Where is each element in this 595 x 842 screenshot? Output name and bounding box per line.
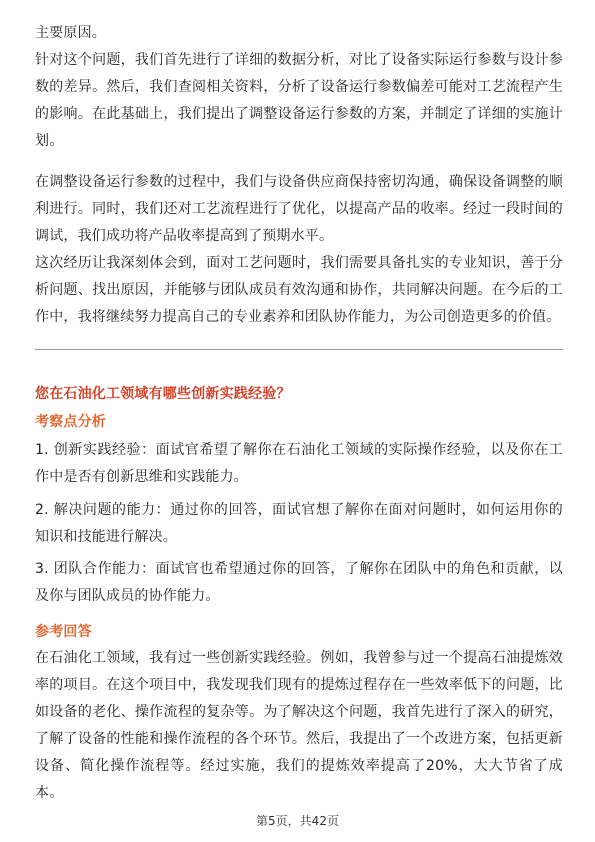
paragraph-analysis-steps: 针对这个问题，我们首先进行了详细的数据分析，对比了设备实际运行参数与设计参数的差异。然后，我们查阅相关资料，分析了设备运行参数偏差可能对工艺流程产生的影响。在此基础上，我们提出了调整设备运行参数的方案，并制定了详细的实施计划。 — [35, 52, 563, 149]
paragraph-reflection: 这次经历让我深刻体会到，面对工艺问题时，我们需要具备扎实的专业知识，善于分析问题、找出原因，并能够与团队成员有效沟通和协作，共同解决问题。在今后的工作中，我将继续努力提高自己的专业素养和团队协作能力，为公司创造更多的价值。 — [35, 255, 563, 325]
analysis-point-3: 3. 团队合作能力：面试官也希望通过你的回答，了解你在团队中的角色和贡献，以及你与团队成员的协作能力。 — [35, 561, 563, 604]
analysis-point-1: 1. 创新实践经验：面试官希望了解你在石油化工领域的实际操作经验，以及你在工作中是否有创新思维和实践能力。 — [35, 442, 563, 485]
analysis-section-title: 考察点分析 — [35, 414, 106, 430]
analysis-point-2: 2. 解决问题的能力：通过你的回答，面试官想了解你在面对问题时，如何运用你的知识和技能进行解决。 — [35, 502, 563, 545]
question-heading: 您在石油化工领域有哪些创新实践经验？ — [35, 386, 291, 402]
reference-answer-text: 在石油化工领域，我有过一些创新实践经验。例如，我曾参与过一个提高石油提炼效率的项目。在这个项目中，我发现我们现有的提炼过程存在一些效率低下的问题，比如设备的老化、操作流程的复杂等。为了解决这个问题，我首先进行了深入的研究，了解了设备的性能和操作流程的各个环节。然后，我提出了一个改进方案，包括更新设备、简化操作流程等。经过实施，我们的提炼效率提高了20%，大大节省了成本。 — [35, 650, 563, 801]
paragraph-continuation: 主要原因。 — [35, 25, 106, 41]
section-divider — [35, 349, 563, 350]
paragraph-adjustment-process: 在调整设备运行参数的过程中，我们与设备供应商保持密切沟通，确保设备调整的顺利进行。同时，我们还对工艺流程进行了优化，以提高产品的收率。经过一段时间的调试，我们成功将产品收率提高到了预期水平。 — [35, 174, 563, 244]
reference-section-title: 参考回答 — [35, 624, 92, 640]
page-number-footer: 第5页，共42页 — [256, 814, 339, 828]
